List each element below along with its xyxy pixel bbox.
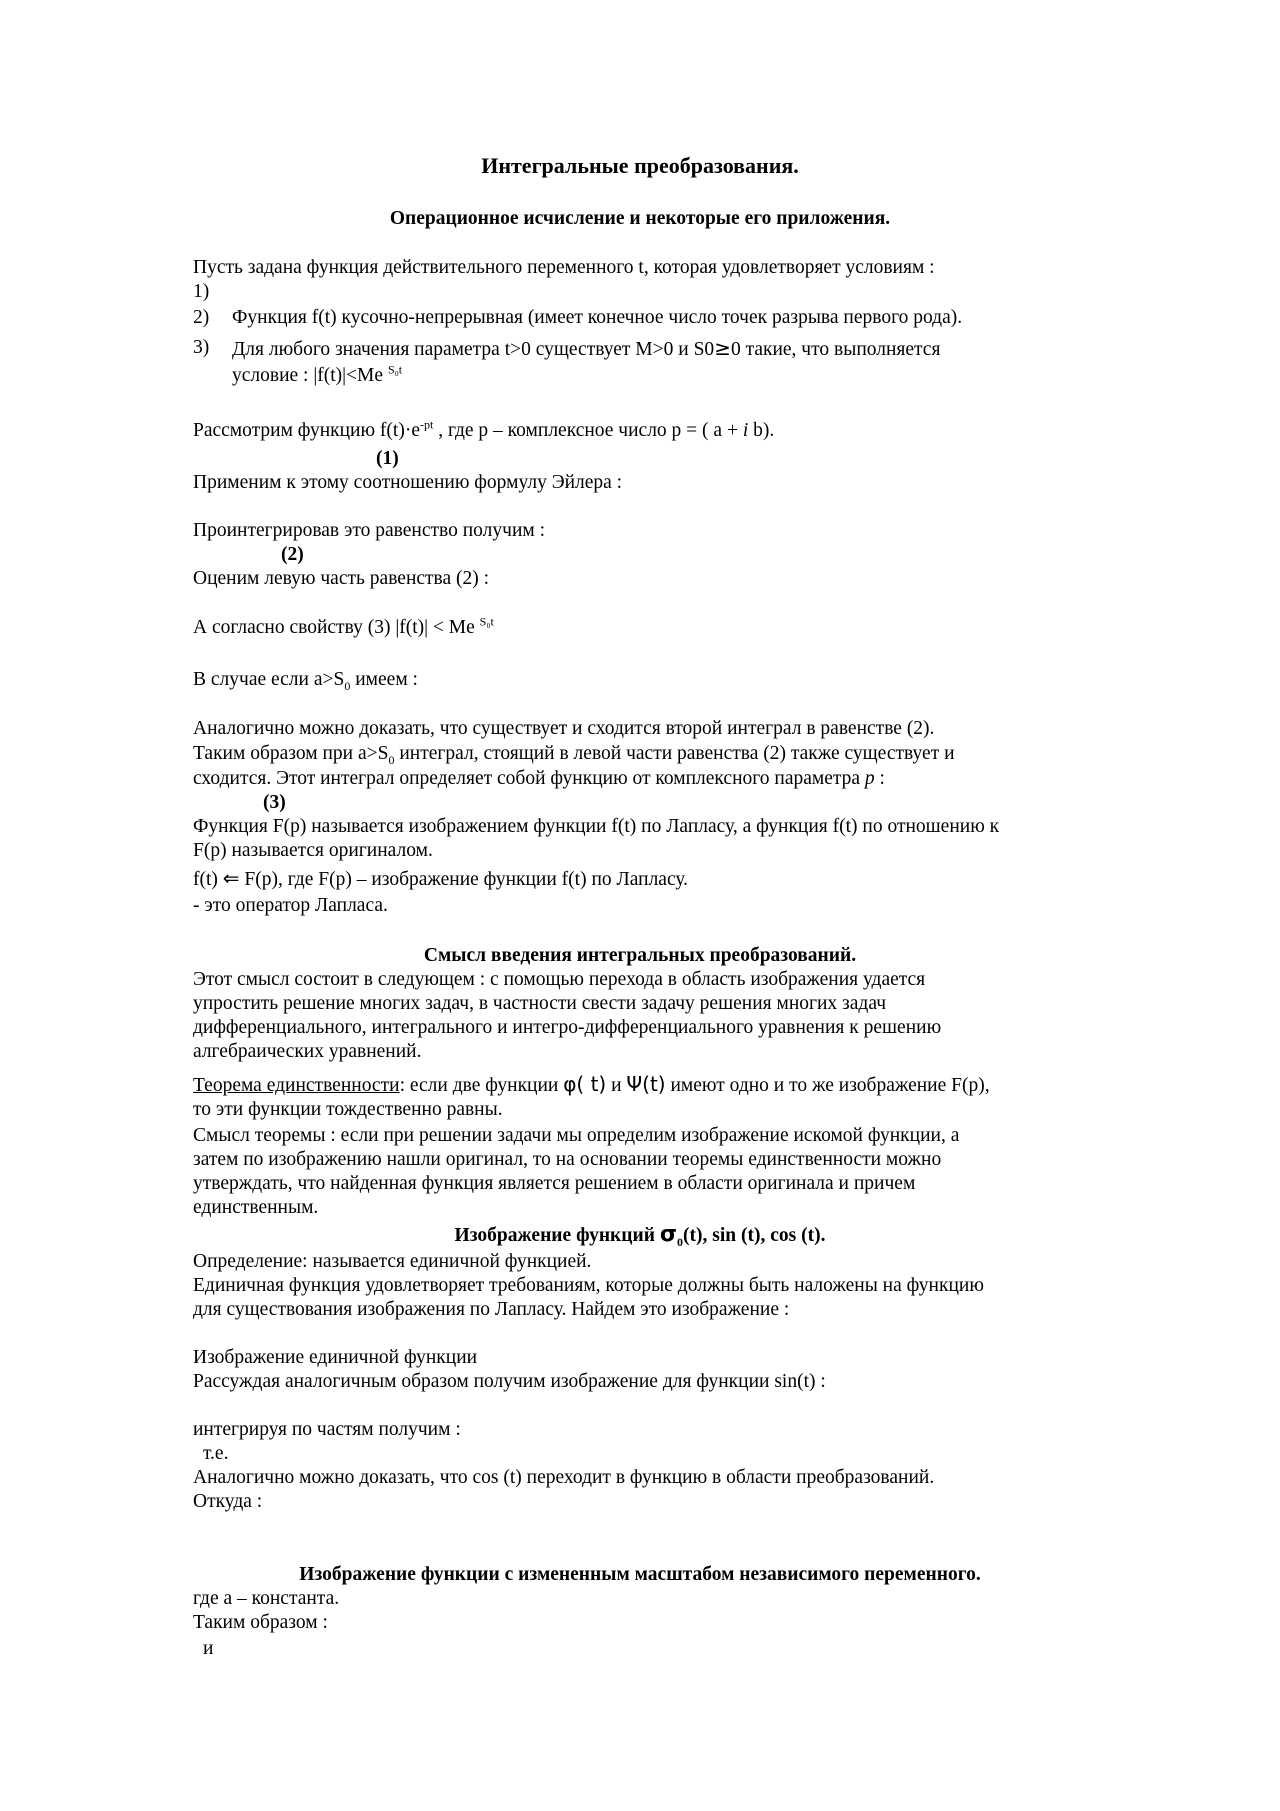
sigma-symbol: σ — [659, 1222, 678, 1247]
condition-3-number: 3) — [193, 337, 210, 358]
sense-line-1: Смысл теоремы : если при решении задачи мы определим изображение искомой функции, а — [193, 1125, 960, 1146]
unit-line-1: Единичная функция удовлетворяет требованиям, которые должны быть наложены на функцию — [193, 1275, 984, 1296]
equation-label-1: (1) — [376, 448, 399, 469]
sense-line-3: утверждать, что найденная функция является решением в области оригинала и причем — [193, 1173, 916, 1194]
mapping-text: f(t) ⇐ F(p), где F(p) – изображение функции f(t) по Лапласу. — [193, 866, 689, 890]
cos-line: Аналогично можно доказать, что cos (t) переходит в функцию в области преобразований. — [193, 1467, 935, 1488]
meaning-line-4: алгебраических уравнений. — [193, 1041, 422, 1062]
constant-text: где а – константа. — [193, 1588, 340, 1609]
ie-text: т.е. — [203, 1443, 229, 1464]
similar-text: Аналогично можно доказать, что существует и сходится второй интеграл в равенстве (2). — [193, 718, 935, 739]
left-double-arrow-icon: ⇐ — [222, 866, 240, 890]
consider-function: Рассмотрим функцию $f(t)\cdot e^{-pt}$ , где p – комплексное число p = ( a + i b). — [193, 417, 775, 441]
equation-label-3: (3) — [263, 792, 286, 813]
images-heading: Изображение функций $\sigma_0(t)$, sin (t), cos (t). — [454, 1222, 826, 1249]
condition-2-number: 2) — [193, 307, 210, 328]
scale-heading: Изображение функции с измененным масштабом независимого переменного. — [299, 1564, 981, 1585]
condition-3-continuation: условие : |f(t)|<Me $^{S_0t}$ — [232, 362, 403, 386]
uniqueness-theorem-cont: то эти функции тождественно равны. — [193, 1099, 503, 1120]
definition-text: Определение: называется единичной функцией. — [193, 1251, 592, 1272]
and-text: и — [203, 1638, 214, 1659]
sin-line: Рассуждая аналогичным образом получим изображение для функции sin(t) : — [193, 1371, 826, 1392]
intro-text: Пусть задана функция действительного переменного t, которая удовлетворяет условиям : — [193, 257, 935, 278]
laplace-definition: Функция F(p) называется изображением функции f(t) по Лапласу, а функция f(t) по отношению к — [193, 816, 1000, 837]
unit-line-2: для существования изображения по Лапласу. Найдем это изображение : — [193, 1299, 790, 1320]
psi-function: Ψ(t) — [626, 1072, 666, 1096]
condition-3-text: Для любого значения параметра t>0 существует M>0 и S0≥0 такие, что выполняется — [232, 336, 941, 360]
uniqueness-theorem: Теорема единственности: если две функции φ( t) и Ψ(t) имеют одно и то же изображение F(p), — [193, 1072, 990, 1096]
sense-line-4: единственным. — [193, 1197, 319, 1218]
meaning-line-2: упростить решение многих задач, в частности свести задачу решения многих задач — [193, 993, 887, 1014]
condition-1-number: 1) — [193, 281, 210, 302]
phi-function: φ( t) — [563, 1072, 607, 1096]
page-title: Интегральные преобразования. — [481, 153, 799, 178]
meaning-line-3: дифференциального, интегрального и интегро-дифференциального уравнения к решению — [193, 1017, 942, 1038]
property-text: А согласно свойству (3) |f(t)| < Me $^{S_0t}$ — [193, 614, 494, 638]
meaning-heading: Смысл введения интегральных преобразований. — [423, 945, 857, 966]
condition-2-text: Функция f(t) кусочно-непрерывная (имеет конечное число точек разрыва первого рода). — [232, 307, 963, 328]
sense-line-2: затем по изображению нашли оригинал, то на основании теоремы единственности можно — [193, 1149, 942, 1170]
unit-image-text: Изображение единичной функции — [193, 1347, 478, 1368]
thus-text: Таким образом при $a>S_0$ интеграл, стоящий в левой части равенства (2) также существует и — [193, 743, 955, 767]
operator-text: - это оператор Лапласа. — [193, 895, 388, 916]
estimate-text: Оценим левую часть равенства (2) : — [193, 568, 490, 589]
theorem-label: Теорема единственности — [193, 1075, 400, 1096]
meaning-line-1: Этот смысл состоит в следующем : с помощью перехода в область изображения удается — [193, 969, 926, 990]
equation-label-2: (2) — [281, 544, 304, 565]
thus2-text: Таким образом : — [193, 1612, 328, 1633]
laplace-definition-cont: F(p) называется оригиналом. — [193, 840, 433, 861]
geq-symbol: ≥ — [714, 336, 731, 360]
by-parts-text: интегрируя по частям получим : — [193, 1419, 461, 1440]
thus-text-continuation: сходится. Этот интеграл определяет собой функцию от комплексного параметра p : — [193, 768, 885, 789]
section-subtitle: Операционное исчисление и некоторые его приложения. — [389, 208, 891, 229]
whence-text: Откуда : — [193, 1491, 263, 1512]
case-text: В случае если $a>S_0$ имеем : — [193, 669, 418, 693]
integrate-text: Проинтегрировав это равенство получим : — [193, 520, 546, 541]
euler-text: Применим к этому соотношению формулу Эйлера : — [193, 472, 623, 493]
